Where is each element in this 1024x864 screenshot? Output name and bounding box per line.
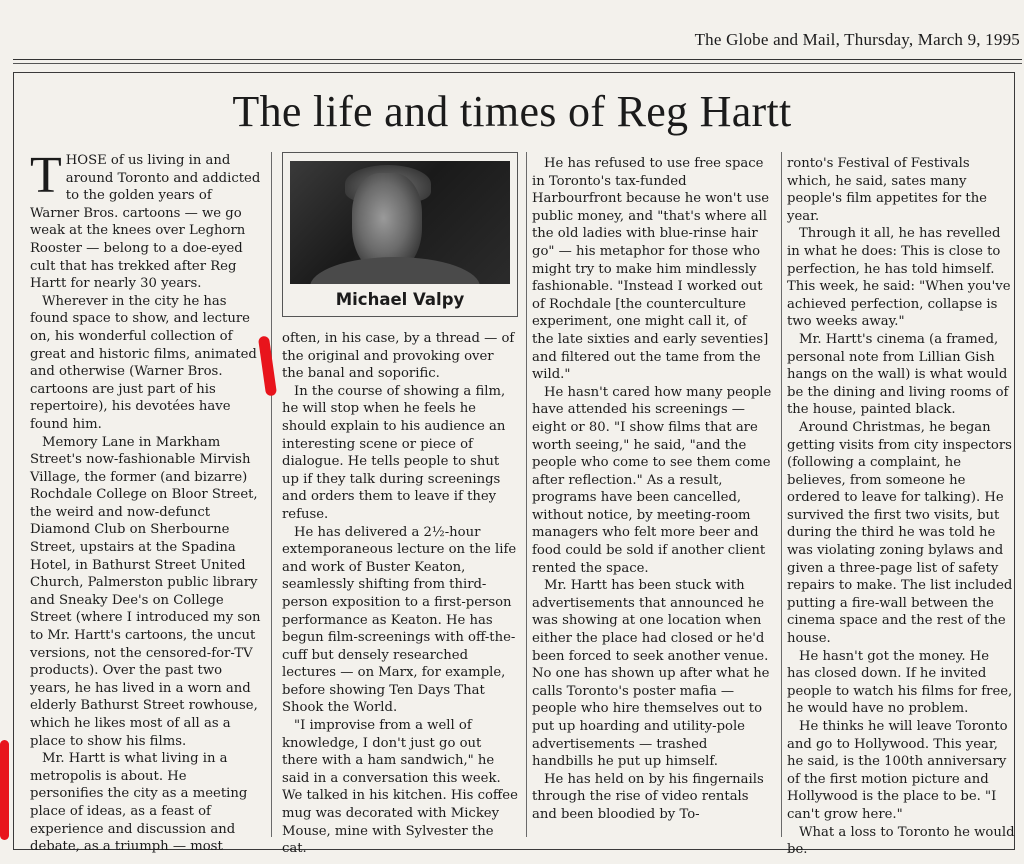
column-1 [30, 147, 264, 856]
column-divider [526, 152, 527, 837]
paragraph-text: HOSE of us living in and around Toronto and addicted to the golden years of Warner Bros. cartoons — we go weak at the knees over Leghorn Rooster — belong to a doe-eyed cult that has trekked after Reg Hartt for nearly 30 years. [30, 153, 261, 292]
paragraph: "I improvise from a well of knowledge, I don't just go out there with a ham sandwich," he said in a conversation this week. We talked in his kitchen. His coffee mug was decorated with Mickey Mouse, mine with Sylvester the cat. [282, 718, 518, 857]
paragraph: Memory Lane in Markham Street's now-fashionable Mirvish Village, the former (and bizarre) Rochdale College on Bloor Street, the weird and now-defunct Diamond Club on Sherbourne Street, upstairs at the Spadina Hotel, in Bathurst Street United Church, Palmerston public library and Sneaky Dee's on College Street (where I introduced my son to Mr. Hartt's cartoons, the uncut versions, not the censored-for-TV products). Over the past two years, he has lived in a worn and elderly Bathurst Street rowhouse, which he likes most of all as a place to show his films. [30, 434, 261, 749]
headline: The life and times of Reg Hartt [232, 87, 792, 136]
paragraph: He thinks he will leave Toronto and go to Hollywood. This year, he said, is the 100th anniversary of the first motion picture and Hollywood is the place to be. "I can't grow here." [787, 719, 1008, 822]
paragraph: What a loss to Toronto he would be. [787, 824, 1015, 858]
paragraph: often, in his case, by a thread — of the original and provoking over the banal and soporific. [282, 331, 515, 382]
red-marker-highlight [0, 740, 9, 840]
paragraph: Wherever in the city he has found space to show, and lecture on, his wonderful collection of great and historic films, animated and otherwise (Warner Bros. cartoons are just part of his repertoire), his devotées have found him. [30, 293, 257, 432]
paragraph [30, 147, 264, 293]
paragraph: Mr. Hartt has been stuck with advertisements that announced he was showing at one location when either the place had closed or he'd been forced to seek another venue. No one has shown up after what he calls Toronto's poster mafia — people who hire themselves out to put up hoarding and utility-pole advertisements — trashed handbills he put up himself. [532, 578, 770, 770]
dateline: The Globe and Mail, Thursday, March 9, 1995 [694, 30, 1020, 49]
top-rule-secondary [13, 63, 1022, 64]
paragraph: Mr. Hartt's cinema (a framed, personal note from Lillian Gish hangs on the wall) is what would be the dining and living rooms of the house, painted black. [787, 331, 1009, 418]
drop-cap: T [30, 147, 62, 204]
top-rule [13, 59, 1022, 60]
paragraph: Through it all, he has revelled in what he does: This is close to perfection, he has told himself. This week, he said: "When you've achieved perfection, collapse is two weeks away." [787, 226, 1011, 330]
column-2 [282, 330, 518, 858]
paragraph: Around Christmas, he began getting visits from city inspectors (following a complaint, he believes, from someone he ordered to leave for talking). He survived the first two visits, but during the third he was told he was violating zoning bylaws and given a three-page list of safety repairs to make. The list included putting a fire-wall between the cinema space and the rest of the house. [787, 419, 1013, 647]
paragraph: He hasn't got the money. He has closed down. If he invited people to watch his films for free, he would have no problem. [787, 648, 1013, 717]
paragraph: Mr. Hartt is what living in a metropolis is about. He personifies the city as a meeting place of ideas, as a feast of experience and discussion and debate, as a triumph — most [30, 751, 248, 855]
paragraph: He has delivered a 2½-hour extemporaneous lecture on the life and work of Buster Keaton, seamlessly shifting from third-person exposition to a first-person performance as Keaton. He has begun film-screenings with off-the-cuff but densely researched lectures — on Marx, for example, before showing Ten Days That Shook the World. [282, 524, 517, 716]
column-divider [271, 152, 272, 837]
paragraph: He has refused to use free space in Toronto's tax-funded Harbourfront because he won't use public money, and "that's where all the old ladies with blue-rinse hair go" — his metaphor for those who might try to make him mindlessly fashionable. "Instead I worked out of Rochdale [the counterculture experiment, one might call it, of the late sixties and early seventies] and filtered out the tame from the wild." [532, 156, 770, 383]
paragraph: ronto's Festival of Festivals which, he said, sates many people's film appetites for the year. [787, 156, 987, 224]
paragraph: He hasn't cared how many people have attended his screenings — eight or 80. "I show films that are worth seeing," he said, "and the people who come to see them come after reflection." As a result, programs have been cancelled, without notice, by meeting-room managers who felt more beer and food could be sold if another client rented the space. [532, 384, 772, 576]
column-4 [787, 155, 1015, 859]
paragraph: He has held on by his fingernails through the rise of video rentals and been bloodied by To- [532, 771, 764, 822]
paragraph: In the course of showing a film, he will stop when he feels he should explain to his audience an interesting scene or piece of dialogue. He tells people to shut up if they talk during screenings and orders them to leave if they refuse. [282, 383, 506, 522]
column-3 [532, 155, 772, 824]
byline: Michael Valpy [335, 290, 465, 309]
column-divider [781, 152, 782, 837]
portrait-photo-icon [290, 161, 510, 284]
author-photo-box [282, 152, 518, 317]
